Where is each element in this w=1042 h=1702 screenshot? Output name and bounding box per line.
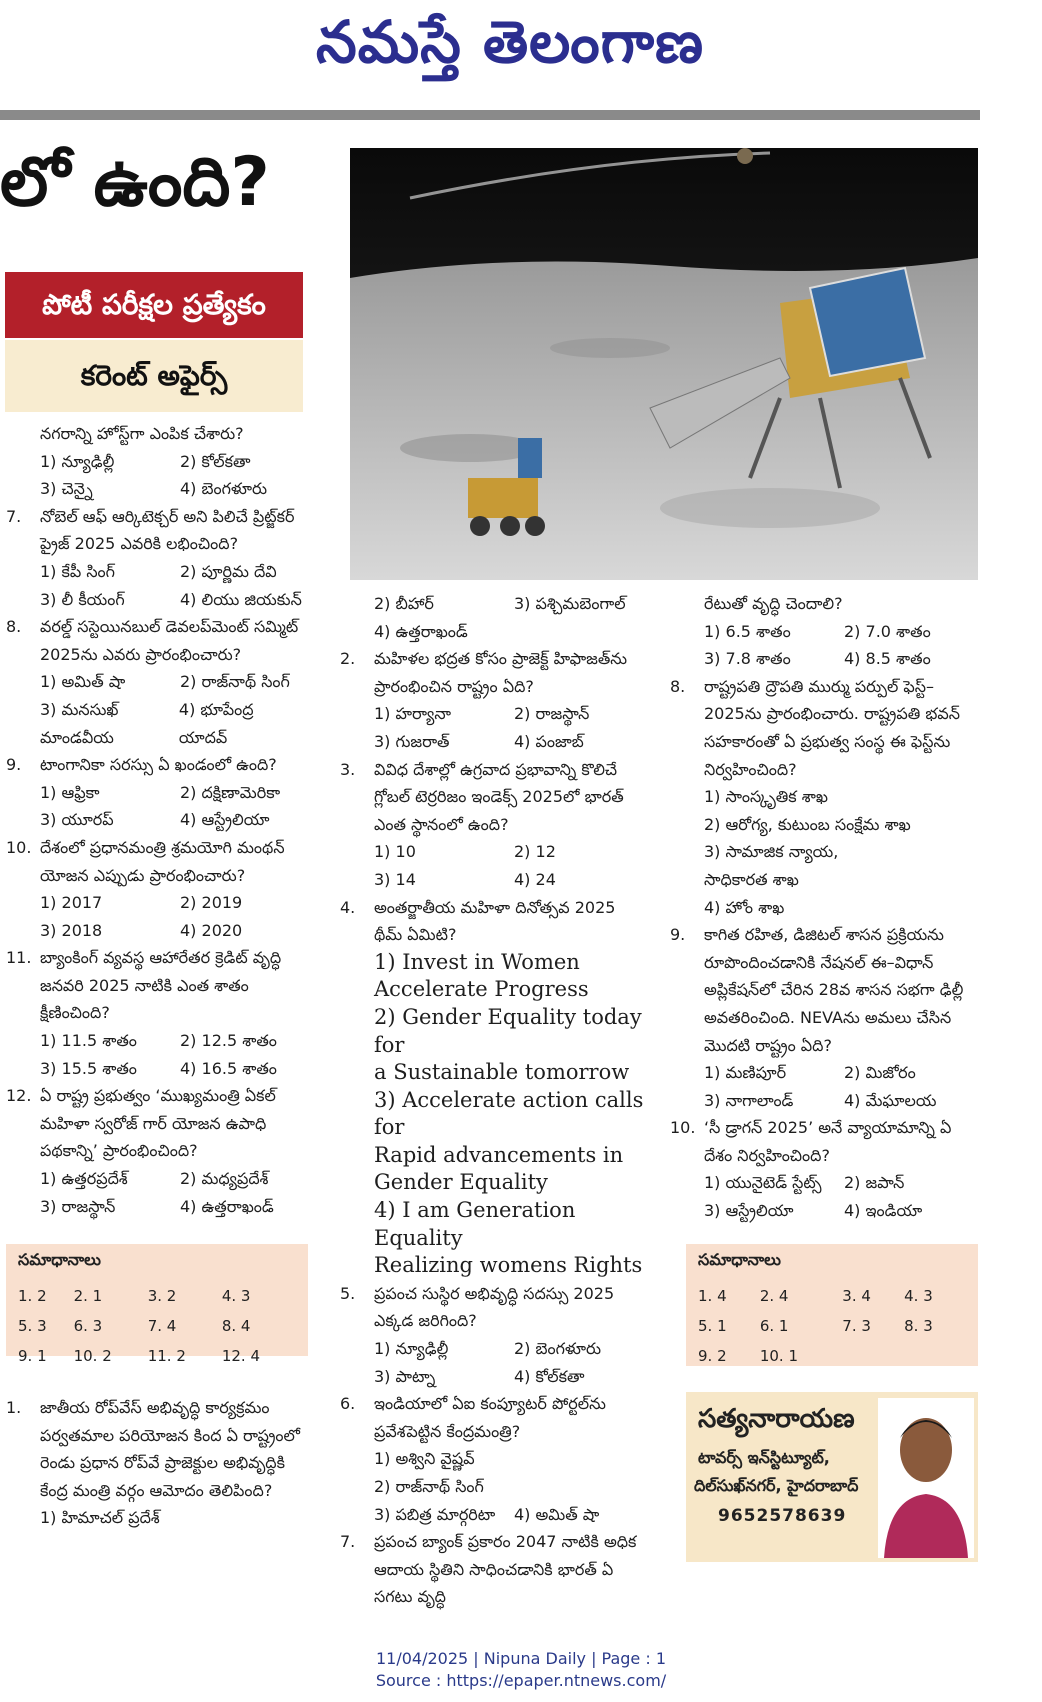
- option: 2) రాజ్‌నాథ్ సింగ్: [374, 1477, 484, 1496]
- question-text: కాగిత రహిత, డిజిటల్ శాసన ప్రక్రియను రూపొందించడానికి నేషనల్ ఈ–విధాన్ అప్లికేషన్‌లో చేరిన 28వ శాసన సభగా ఢిల్లీ అవతరించింది. NEVAను అమలు చేసిన మొదటి రాష్ట్రం ఏది?: [704, 925, 964, 1055]
- question-text: ‘సీ డ్రాగన్ 2025’ అనే వ్యాయామాన్ని ఏ దేశం నిర్వహించింది?: [704, 1118, 952, 1165]
- option: 1) 6.5 శాతం: [704, 621, 791, 641]
- option-row: [670, 618, 980, 646]
- answer-cell: 7. 3: [842, 1317, 871, 1335]
- option-row: [6, 1055, 306, 1083]
- english-option-line: Rapid advancements in: [374, 1142, 624, 1167]
- question-number: 9.: [670, 925, 686, 945]
- question-continuation: రేటుతో వృద్ధి చెందాలి?: [704, 594, 843, 613]
- option: 3) గుజరాత్: [374, 731, 450, 751]
- author-card: [686, 1392, 978, 1562]
- masthead-logo: నమస్తే తెలంగాణ: [316, 8, 704, 76]
- footer-date-line: 11/04/2025 | Nipuna Daily | Page : 1: [375, 1649, 667, 1668]
- option: 4) హోం శాఖ: [704, 897, 785, 917]
- question-number: 8.: [670, 676, 686, 696]
- question: [670, 673, 980, 783]
- option: 2) మిజోరం: [844, 1063, 916, 1083]
- option: 2) రాజ్‌నాథ్ సింగ్: [180, 672, 290, 692]
- answers-row: [698, 1341, 966, 1371]
- question: [340, 1280, 646, 1335]
- option: 3) పాట్నా: [374, 1366, 436, 1386]
- option: 1) ఆఫ్రికా: [40, 782, 100, 802]
- english-option-line: a Sustainable tomorrow: [374, 1060, 630, 1085]
- intro-text: నగరాన్ని హోస్ట్‌గా ఎంపిక చేశారు?: [40, 424, 244, 443]
- option: 2) దక్షిణామెరికా: [180, 782, 281, 802]
- question-number: 12.: [6, 1086, 32, 1106]
- top-divider: [0, 110, 980, 120]
- answer-cell: 1. 4: [698, 1287, 727, 1305]
- option: 2) రాజస్థాన్: [514, 704, 590, 724]
- question-text: అంతర్జాతీయ మహిళా దినోత్సవ 2025 థీమ్ ఏమిటి?: [374, 897, 616, 945]
- question-text: మహిళల భద్రత కోసం ప్రాజెక్ట్ హిఫాజత్‌ను ప్రారంభించిన రాష్ట్రం ఏది?: [374, 649, 628, 696]
- section-title: పోటీ పరీక్షల ప్రత్యేకం: [5, 272, 303, 338]
- answer-cell: 4. 3: [904, 1287, 933, 1305]
- option: 3) సామాజిక న్యాయ,: [704, 842, 839, 862]
- question-list: [340, 645, 646, 893]
- option: 2) బీహార్: [374, 594, 434, 613]
- option: 3) నాగాలాండ్: [704, 1090, 794, 1110]
- answers-row: [18, 1311, 296, 1341]
- answers-row: [698, 1311, 966, 1341]
- answers-table: [698, 1281, 966, 1371]
- answer-cell: 2. 1: [73, 1287, 103, 1305]
- option-row: [670, 645, 980, 673]
- option: 3) లీ కీయంగ్: [40, 589, 125, 609]
- option-row: [340, 866, 646, 894]
- question: [340, 894, 646, 949]
- option-row: [340, 838, 646, 866]
- question-text: దేశంలో ప్రధానమంత్రి శ్రమయోగి మంథన్ యోజన ఎప్పుడు ప్రారంభించారు?: [40, 837, 285, 885]
- option: 3) యూరప్: [40, 810, 114, 830]
- option: 2) 2019: [180, 893, 243, 913]
- option-row: [6, 779, 306, 807]
- answer-cell: 8. 4: [221, 1317, 251, 1335]
- option-row: [6, 1165, 306, 1193]
- question-list: [340, 1280, 646, 1390]
- question-text: జాతీయ రోప్‌వేస్ అభివృద్ధి కార్యక్రమం పర్వతమాల పరియోజన కింద ఏ రాష్ట్రంలో రెండు ప్రధాన రోప్‌వే ప్రాజెక్టుల అభివృద్ధికి కేంద్ర మంత్రి వర్గం ఆమోదం తెలిపింది?: [40, 1398, 300, 1500]
- question: [6, 1394, 306, 1504]
- answer-cell: 9. 1: [18, 1347, 47, 1365]
- option: 1) అమిత్ షా: [40, 672, 126, 692]
- option: 2) కోల్‌కతా: [180, 451, 251, 471]
- option: 2) బెంగళూరు: [514, 1339, 602, 1359]
- answers-title: సమాధానాలు: [698, 1250, 781, 1269]
- question-number: 5.: [340, 1283, 356, 1303]
- question-number: 10.: [6, 837, 32, 857]
- option-row: [6, 448, 306, 476]
- option: 4) కోల్‌కతా: [514, 1366, 585, 1386]
- english-option-line: Gender Equality: [374, 1170, 548, 1195]
- option-row: [6, 586, 306, 614]
- author-photo: [878, 1398, 974, 1558]
- option-row: [340, 590, 646, 618]
- option: 3) పబిత్ర మార్గరిటా: [374, 1504, 496, 1524]
- answer-cell: 9. 2: [698, 1347, 727, 1365]
- option: 3) 7.8 శాతం: [704, 649, 791, 669]
- option: 2) మధ్యప్రదేశ్: [180, 1169, 269, 1189]
- option: 1) మణిపూర్: [704, 1063, 787, 1083]
- english-options: [340, 949, 646, 1280]
- question-text: ఇండియాలో ఏఐ కంప్యూటర్ పోర్టల్‌ను ప్రవేశపెట్టిన కేంద్రమంత్రి?: [374, 1394, 606, 1441]
- answer-cell: 3. 4: [842, 1287, 871, 1305]
- author-institute: టావర్స్ ఇన్‌స్టిట్యూట్,: [698, 1448, 830, 1467]
- option: 4) ఉత్తరాఖండ్: [180, 1196, 274, 1216]
- answers-table: [18, 1281, 296, 1371]
- english-option-line: 2) Gender Equality today for: [374, 1004, 642, 1057]
- answer-cell: 12. 4: [221, 1347, 261, 1365]
- option: 3) రాజస్థాన్: [40, 1196, 116, 1216]
- option-row: [670, 1059, 980, 1087]
- answer-cell: 3. 2: [147, 1287, 177, 1305]
- question-number: 7.: [6, 506, 22, 526]
- question-number: 7.: [340, 1532, 356, 1552]
- option-row: [340, 1363, 646, 1391]
- option-row: [6, 1027, 306, 1055]
- option-row: [670, 1197, 980, 1225]
- column-1-bottom: [6, 1394, 306, 1532]
- question-text: ప్రపంచ సుస్థిర అభివృద్ధి సదస్సు 2025 ఎక్కడ జరిగింది?: [374, 1283, 615, 1331]
- option: 3) మనసుఖ్ మాండవీయ: [40, 699, 119, 747]
- question: [6, 944, 306, 1027]
- question-text: ప్రపంచ బ్యాంక్ ప్రకారం 2047 నాటికి అధిక ఆదాయ స్థితిని సాధించడానికి భారత్ ఏ సగటు వృద్ధి: [374, 1532, 637, 1607]
- option-row: [6, 475, 306, 503]
- question-text: టాంగానికా సరస్సు ఏ ఖండంలో ఉంది?: [40, 755, 277, 775]
- answer-cell: 6. 3: [73, 1317, 103, 1335]
- option-row: [340, 700, 646, 728]
- author-location: దిల్‌సుఖ్‌నగర్, హైదరాబాద్: [694, 1476, 859, 1495]
- option-row: [340, 728, 646, 756]
- answers-row: [18, 1281, 296, 1311]
- column-2: [340, 590, 646, 1611]
- option: 1) యునైటెడ్ స్టేట్స్: [704, 1173, 822, 1193]
- answer-cell: [842, 1341, 904, 1371]
- answer-cell: 6. 1: [759, 1317, 789, 1335]
- answer-cell: [904, 1341, 966, 1371]
- option: 4) బెంగళూరు: [180, 479, 268, 499]
- option-row: [6, 668, 306, 696]
- question-number: 6.: [340, 1394, 356, 1414]
- answers-row: [698, 1281, 966, 1311]
- question-text: నోబెల్ ఆఫ్ ఆర్కిటెక్చర్ అని పిలిచే ప్రిట్జ్‌కర్ ప్రైజ్ 2025 ఎవరికి లభించింది?: [40, 506, 295, 554]
- english-option-line: 4) I am Generation Equality: [374, 1198, 576, 1250]
- english-option-line: Realizing womens Rights: [374, 1253, 643, 1278]
- question-number: 1.: [6, 1398, 22, 1417]
- option: 1) 2017: [40, 893, 103, 913]
- answers-box-2: [686, 1244, 978, 1366]
- answer-cell: 10. 1: [759, 1347, 798, 1365]
- column-1: [6, 420, 306, 1220]
- question: [340, 1390, 646, 1445]
- option: 4) మేఘాలయ: [844, 1090, 937, 1110]
- question: [6, 503, 306, 558]
- option: 4) ఉత్తరాఖండ్: [374, 621, 468, 641]
- option: 3) ఆస్ట్రేలియా: [704, 1201, 794, 1221]
- answer-cell: 10. 2: [73, 1347, 112, 1365]
- answer-cell: 1. 2: [18, 1287, 47, 1305]
- option: 3) 15.5 శాతం: [40, 1058, 137, 1078]
- answer-cell: 11. 2: [147, 1347, 186, 1365]
- option: 3) 2018: [40, 920, 103, 940]
- english-option-line: Accelerate Progress: [374, 977, 589, 1002]
- option: 3) చెన్నై: [40, 479, 93, 499]
- option: 1) హర్యానా: [374, 704, 451, 724]
- question-text: రాష్ట్రపతి ద్రౌపతి ముర్ము పర్పుల్ ఫెస్ట్–2025ను ప్రారంభించారు. రాష్ట్రపతి భవన్ సహకారంతో ఏ ప్రభుత్వ సంస్థ ఈ ఫెస్ట్‌ను నిర్వహించింది?: [704, 676, 960, 779]
- option: 4) 16.5 శాతం: [180, 1058, 277, 1078]
- answer-cell: 8. 3: [904, 1317, 933, 1335]
- option: 4) భూపేంద్ర యాదవ్: [178, 699, 254, 747]
- option-row: [6, 696, 306, 751]
- question: [340, 1528, 646, 1611]
- question: [340, 756, 646, 839]
- answer-cell: 2. 4: [759, 1287, 789, 1305]
- answers-row: [18, 1341, 296, 1371]
- question: [6, 751, 306, 779]
- footer: [0, 1648, 1042, 1692]
- option-row: [670, 1169, 980, 1197]
- question: [6, 1082, 306, 1165]
- answer-cell: 5. 3: [18, 1317, 47, 1335]
- option: 1) సాంస్కృతిక శాఖ: [704, 787, 828, 807]
- option-row: [6, 558, 306, 586]
- option: 1) అశ్విని వైష్ణవ్: [374, 1449, 475, 1469]
- section-subtitle: కరెంట్ అఫైర్స్: [5, 340, 303, 412]
- option-row: [6, 917, 306, 945]
- question-text: బ్యాంకింగ్ వ్యవస్థ ఆహారేతర క్రెడిట్ వృద్ధి జనవరి 2025 నాటికి ఎంత శాతం క్షీణించింది?: [40, 948, 282, 1023]
- answers-box-1: [6, 1244, 308, 1365]
- question-text: వివిధ దేశాల్లో ఉగ్రవాద ప్రభావాన్ని కొలిచే గ్లోబల్ టెర్రరిజం ఇండెక్స్ 2025లో భారత్ ఎంత స్థానంలో ఉంది?: [374, 759, 624, 834]
- option: 1) న్యూఢిల్లీ: [374, 1339, 449, 1359]
- option-row: [6, 806, 306, 834]
- question: [6, 613, 306, 668]
- english-option-line: 1) Invest in Women: [374, 949, 580, 974]
- option: 2) 12.5 శాతం: [180, 1031, 277, 1051]
- question-list: [6, 503, 306, 1220]
- option: 4) పంజాబ్: [514, 731, 584, 751]
- option-row: [340, 1501, 646, 1529]
- question-number: 4.: [340, 897, 356, 917]
- english-option-line: 3) Accelerate action calls for: [374, 1087, 644, 1140]
- option: 2) ఆరోగ్య, కుటుంబ సంక్షేమ శాఖ: [704, 814, 911, 834]
- option: 3) పశ్చిమబెంగాల్: [514, 594, 626, 613]
- question-text: వరల్డ్ సస్టెయినబుల్ డెవలప్‌మెంట్ సమ్మిట్ 2025ను ఎవరు ప్రారంభించారు?: [40, 617, 299, 664]
- option: 2) పూర్ణిమ దేవి: [180, 561, 277, 581]
- option: 1) న్యూఢిల్లీ: [40, 451, 115, 471]
- question: [340, 645, 646, 700]
- option: 4) ఆస్ట్రేలియా: [180, 810, 270, 830]
- option: 1) 11.5 శాతం: [40, 1031, 137, 1051]
- question: [670, 1114, 980, 1169]
- answers-title: సమాధానాలు: [18, 1250, 101, 1269]
- option: 1) ఉత్తరప్రదేశ్: [40, 1169, 128, 1189]
- option: 1) హిమాచల్ ప్రదేశ్: [40, 1508, 160, 1528]
- question: [6, 834, 306, 889]
- question-text: ఏ రాష్ట్ర ప్రభుత్వం ‘ముఖ్యమంత్రి ఏకల్ మహిళా స్వరోజ్ గార్ యోజన ఉపాధి పథకాన్ని’ ప్రారంభించింది?: [40, 1086, 276, 1161]
- option: 4) 8.5 శాతం: [844, 649, 931, 669]
- option-row: [670, 1087, 980, 1115]
- option: 4) 24: [514, 869, 556, 889]
- question-number: 10.: [670, 1118, 696, 1138]
- option: సాధికారత శాఖ: [704, 869, 799, 889]
- column-3: [670, 590, 980, 1225]
- option-row: [6, 1193, 306, 1221]
- question: [670, 921, 980, 1059]
- option: 4) 2020: [180, 920, 243, 940]
- question-number: 3.: [340, 759, 356, 779]
- question-number: 9.: [6, 755, 22, 775]
- answer-cell: 5. 1: [698, 1317, 727, 1335]
- option-row: [340, 1335, 646, 1363]
- answer-cell: 4. 3: [221, 1287, 251, 1305]
- answer-cell: 7. 4: [147, 1317, 177, 1335]
- question-number: 8.: [6, 617, 22, 637]
- question-number: 2.: [340, 649, 356, 669]
- author-phone: 9652578639: [718, 1506, 847, 1526]
- option: 1) కేపీ సింగ్: [40, 561, 115, 581]
- option-row: [6, 889, 306, 917]
- author-name: సత్యనారాయణ: [698, 1404, 855, 1434]
- option: 4) ఇండియా: [844, 1201, 923, 1221]
- headline: లో ఉంది?: [0, 143, 270, 222]
- question-number: 11.: [6, 948, 32, 968]
- option: 4) లియు జియకున్: [180, 589, 302, 609]
- chandrayaan-lander-photo: [350, 148, 978, 580]
- option: 3) 14: [374, 869, 416, 889]
- option: 2) 12: [514, 842, 556, 862]
- option: 1) 10: [374, 842, 416, 862]
- footer-source-line: Source : https://epaper.ntnews.com/: [375, 1671, 667, 1690]
- option: 2) 7.0 శాతం: [844, 621, 931, 641]
- option: 2) జపాన్: [844, 1173, 905, 1193]
- option: 4) అమిత్ షా: [514, 1504, 600, 1524]
